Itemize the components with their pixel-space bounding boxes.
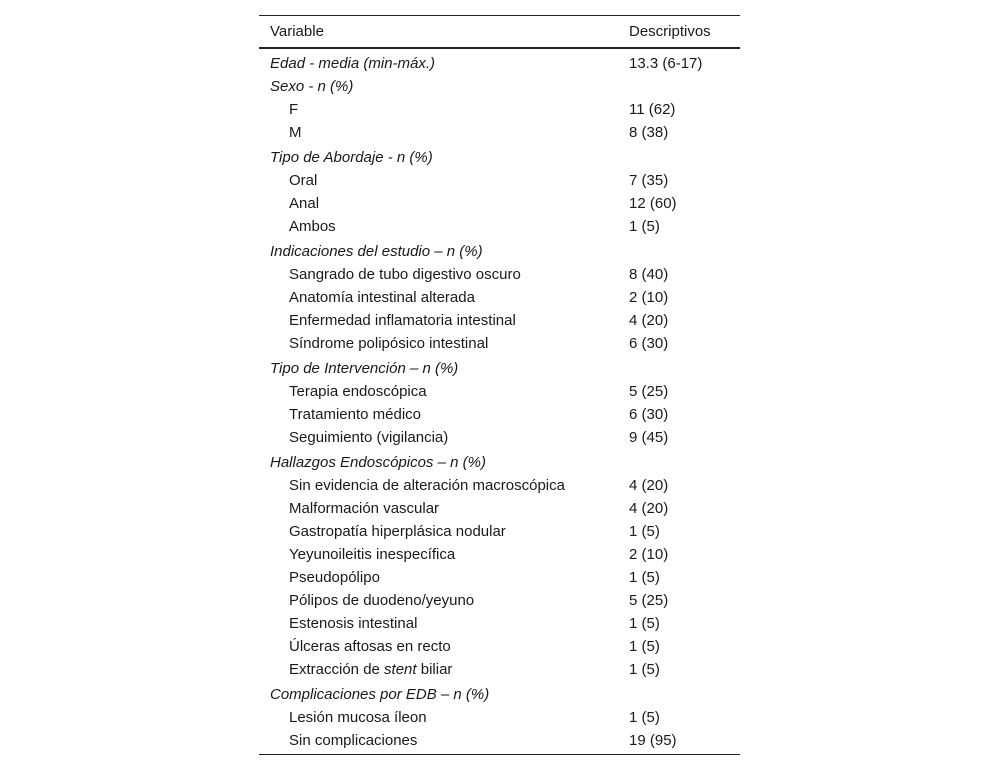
table-row bbox=[259, 332, 740, 357]
table-row bbox=[259, 309, 740, 332]
table-row bbox=[259, 380, 740, 403]
row-label: Pólipos de duodeno/yeyuno bbox=[289, 592, 475, 609]
stent-suffix: biliar bbox=[416, 661, 453, 678]
table-row bbox=[259, 474, 740, 497]
row-label: Malformación vascular bbox=[289, 500, 440, 517]
table-row bbox=[259, 589, 740, 612]
category-row-intervencion bbox=[259, 357, 740, 380]
category-label: Tipo de Abordaje - n (%) bbox=[270, 149, 433, 166]
table-row bbox=[259, 263, 740, 286]
table-row bbox=[259, 403, 740, 426]
row-label: Gastropatía hiperplásica nodular bbox=[289, 523, 506, 540]
row-value: 2 (10) bbox=[629, 289, 669, 306]
row-label: Anatomía intestinal alterada bbox=[289, 289, 475, 306]
row-label: M bbox=[289, 124, 302, 141]
category-row-abordaje bbox=[259, 146, 740, 169]
row-label: Ambos bbox=[289, 218, 336, 235]
table-row bbox=[259, 543, 740, 566]
table-row bbox=[259, 169, 740, 192]
row-value: 11 (62) bbox=[629, 101, 676, 118]
table-row bbox=[259, 286, 740, 309]
row-label: Sangrado de tubo digestivo oscuro bbox=[289, 266, 521, 283]
row-label: Estenosis intestinal bbox=[289, 615, 418, 632]
table-row bbox=[259, 566, 740, 589]
category-row-sexo bbox=[259, 75, 740, 98]
row-value: 8 (40) bbox=[629, 266, 669, 283]
row-label: Anal bbox=[289, 195, 320, 212]
row-label: Úlceras aftosas en recto bbox=[289, 638, 451, 655]
table-row bbox=[259, 215, 740, 240]
table-row bbox=[259, 612, 740, 635]
table-row bbox=[259, 98, 740, 121]
table-row bbox=[259, 426, 740, 451]
row-label: Pseudopólipo bbox=[289, 569, 380, 586]
row-label: F bbox=[289, 101, 299, 118]
row-value: 5 (25) bbox=[629, 592, 669, 609]
stent-prefix: Extracción de bbox=[289, 661, 385, 678]
category-row-hallazgos bbox=[259, 451, 740, 474]
row-value: 1 (5) bbox=[629, 569, 660, 586]
header-variable: Variable bbox=[259, 16, 618, 49]
row-value: 1 (5) bbox=[629, 661, 660, 678]
row-label: Sin complicaciones bbox=[289, 732, 418, 749]
row-value: 6 (30) bbox=[629, 335, 669, 352]
category-label: Edad - media (min-máx.) bbox=[270, 55, 436, 72]
row-value: 1 (5) bbox=[629, 523, 660, 540]
category-label: Sexo - n (%) bbox=[270, 78, 354, 95]
category-row-complicaciones bbox=[259, 683, 740, 706]
row-label: Lesión mucosa íleon bbox=[289, 709, 427, 726]
row-label: Terapia endoscópica bbox=[289, 383, 427, 400]
category-row-indicaciones bbox=[259, 240, 740, 263]
row-value: 2 (10) bbox=[629, 546, 669, 563]
table-row bbox=[259, 729, 740, 755]
table-row bbox=[259, 192, 740, 215]
category-label: Tipo de Intervención – n (%) bbox=[270, 360, 459, 377]
row-value: 9 (45) bbox=[629, 429, 669, 446]
row-value: 4 (20) bbox=[629, 477, 669, 494]
row-label: Sin evidencia de alteración macroscópica bbox=[289, 477, 565, 494]
row-value: 5 (25) bbox=[629, 383, 669, 400]
table-row bbox=[259, 520, 740, 543]
row-value: 7 (35) bbox=[629, 172, 669, 189]
table-row bbox=[259, 121, 740, 146]
table-row bbox=[259, 706, 740, 729]
row-value: 1 (5) bbox=[629, 638, 660, 655]
row-label: Enfermedad inflamatoria intestinal bbox=[289, 312, 516, 329]
row-value: 19 (95) bbox=[629, 732, 677, 749]
row-value: 1 (5) bbox=[629, 709, 660, 726]
row-value: 4 (20) bbox=[629, 312, 669, 329]
category-row-edad bbox=[259, 48, 740, 75]
table-row bbox=[259, 658, 740, 683]
row-label: Tratamiento médico bbox=[289, 406, 421, 423]
table-row bbox=[259, 635, 740, 658]
category-label: Indicaciones del estudio – n (%) bbox=[270, 243, 483, 260]
row-value: 1 (5) bbox=[629, 615, 660, 632]
row-value: 1 (5) bbox=[629, 218, 660, 235]
row-value: 8 (38) bbox=[629, 124, 669, 141]
header-descriptivos: Descriptivos bbox=[618, 16, 740, 49]
row-label: Yeyunoileitis inespecífica bbox=[289, 546, 456, 563]
row-label: Síndrome polipósico intestinal bbox=[289, 335, 489, 352]
row-value: 4 (20) bbox=[629, 500, 669, 517]
row-value: 12 (60) bbox=[629, 195, 677, 212]
header-row bbox=[259, 16, 740, 49]
stent-emphasis: stent bbox=[384, 661, 417, 678]
row-value: 6 (30) bbox=[629, 406, 669, 423]
row-label: Oral bbox=[289, 172, 318, 189]
row-label-stent bbox=[259, 658, 618, 683]
category-value: 13.3 (6-17) bbox=[629, 55, 703, 72]
table-row bbox=[259, 497, 740, 520]
row-label: Seguimiento (vigilancia) bbox=[289, 429, 449, 446]
category-label: Hallazgos Endoscópicos – n (%) bbox=[270, 454, 486, 471]
descriptive-table bbox=[259, 15, 740, 755]
category-label: Complicaciones por EDB – n (%) bbox=[270, 686, 490, 703]
